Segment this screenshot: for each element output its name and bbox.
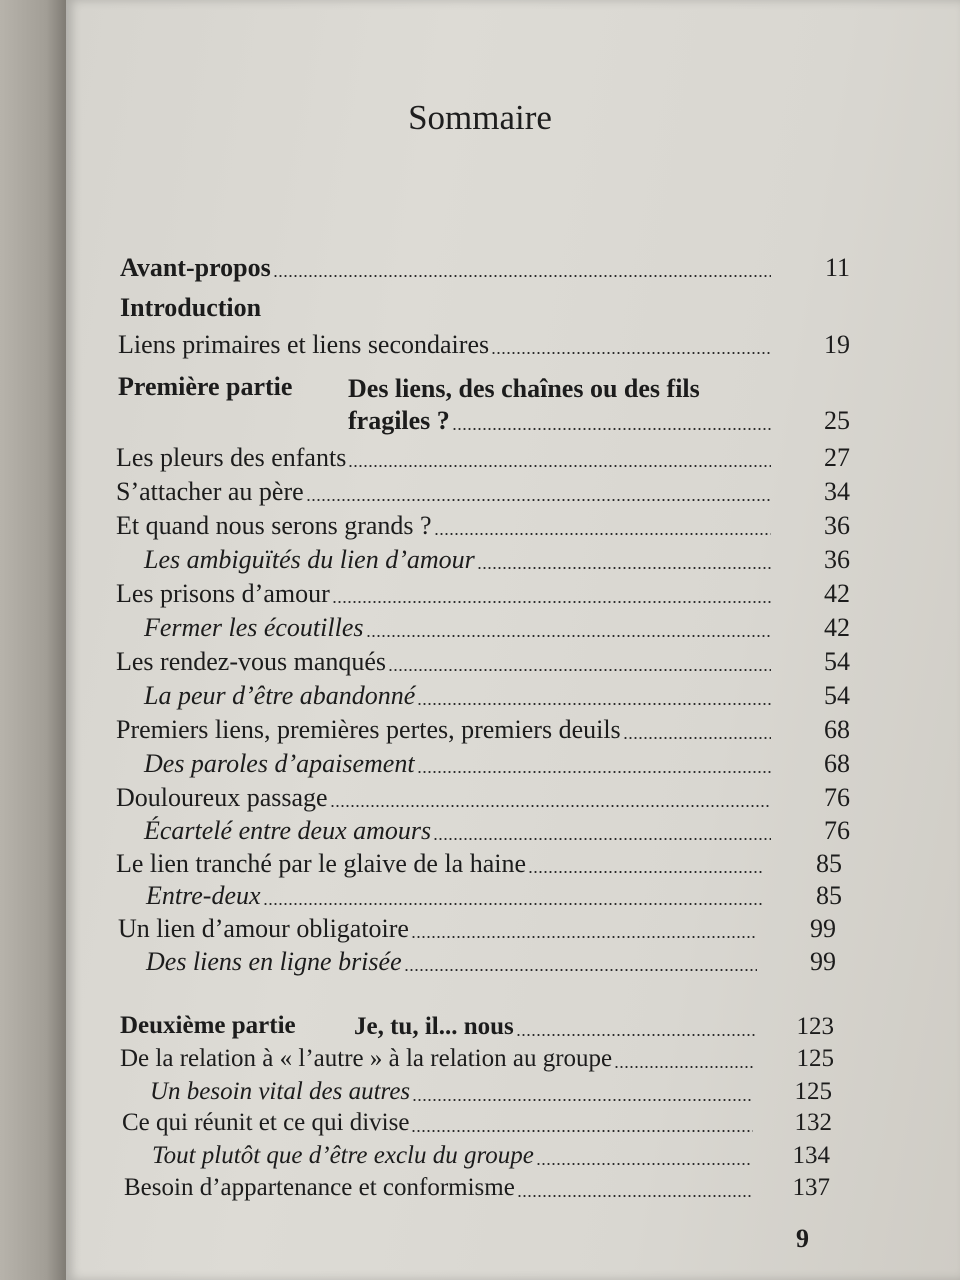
dot-leader [536, 1163, 751, 1165]
dot-leader [417, 703, 771, 705]
dot-leader [477, 567, 771, 569]
dot-leader [411, 936, 757, 938]
page-number: 9 [796, 1224, 809, 1253]
dot-leader [516, 1034, 755, 1036]
dot-leader [411, 1130, 753, 1132]
dot-leader [433, 838, 771, 840]
dot-leader [273, 275, 771, 277]
dot-leader [412, 1099, 753, 1101]
toc-entry-page: 54 [824, 647, 850, 676]
toc-entry [118, 914, 836, 944]
toc-entry-introduction [118, 330, 850, 360]
toc-entry [116, 849, 842, 879]
toc-entry-label: fragiles ? [348, 406, 450, 435]
toc-entry-label: S’attacher au père [116, 477, 304, 506]
toc-entry [116, 443, 850, 473]
dot-leader [491, 352, 771, 354]
toc-subentry [144, 545, 850, 575]
toc-entry [122, 1108, 832, 1138]
part2-title [354, 1012, 834, 1042]
toc-entry-page: 25 [824, 406, 850, 435]
part1-title-line1: Des liens, des chaînes ou des fils [348, 374, 700, 403]
toc-entry-label: Ce qui réunit et ce qui divise [122, 1109, 410, 1136]
toc-entry-label: Les pleurs des enfants [116, 443, 347, 472]
part1-title-line2 [348, 406, 850, 436]
toc-entry-label: Liens primaires et liens secondaires [118, 330, 490, 359]
toc-entry-label: Des paroles d’apaisement [144, 749, 415, 778]
dot-leader [388, 669, 771, 671]
toc-entry [116, 511, 850, 541]
part2-label: Deuxième partie [120, 1012, 296, 1039]
toc-entry-label: La peur d’être abandonné [144, 681, 416, 710]
toc-entry [120, 1044, 834, 1074]
toc-entry [124, 1173, 830, 1203]
toc-entry [116, 579, 850, 609]
toc-entry [116, 647, 850, 677]
toc-entry-page: 36 [824, 511, 850, 540]
dot-leader [348, 465, 771, 467]
dot-leader [517, 1195, 751, 1197]
toc-entry-page: 99 [810, 914, 836, 943]
book-gutter [0, 0, 66, 1280]
toc-entry-label: Douloureux passage [116, 783, 328, 812]
dot-leader [404, 969, 757, 971]
toc-subentry [150, 1077, 832, 1107]
toc-entry-page: 76 [824, 816, 850, 845]
toc-subentry [144, 816, 850, 846]
toc-entry-page: 134 [792, 1142, 830, 1169]
toc-entry-label: Premiers liens, premières pertes, premiers deuils [116, 715, 621, 744]
dot-leader [623, 737, 771, 739]
dot-leader [452, 428, 771, 430]
toc-entry-page: 11 [824, 253, 850, 282]
toc-entry-label: Besoin d’appartenance et conformisme [124, 1174, 515, 1201]
dot-leader [306, 499, 771, 501]
toc-entry-label: De la relation à « l’autre » à la relation au groupe [120, 1045, 613, 1072]
toc-entry-page: 125 [794, 1078, 832, 1105]
toc-entry-page: 85 [816, 881, 842, 910]
toc-subentry [146, 881, 842, 911]
dot-leader [417, 771, 771, 773]
toc-entry [116, 477, 850, 507]
toc-entry-page: 137 [792, 1174, 830, 1201]
toc-entry-page: 85 [816, 849, 842, 878]
part1-label: Première partie [118, 372, 293, 401]
toc-entry-page: 68 [824, 715, 850, 744]
toc-entry-page: 76 [824, 783, 850, 812]
toc-entry-page: 36 [824, 545, 850, 574]
toc-entry-page: 42 [824, 579, 850, 608]
toc-entry-page: 99 [810, 947, 836, 976]
toc-entry-label: Les rendez-vous manqués [116, 647, 387, 676]
toc-entry-label: Le lien tranché par le glaive de la haine [116, 849, 527, 878]
toc-entry-label: Fermer les écoutilles [144, 613, 364, 642]
dot-leader [434, 533, 771, 535]
toc-entry-page: 132 [794, 1109, 832, 1136]
toc-subentry [144, 613, 850, 643]
dot-leader [366, 635, 772, 637]
dot-leader [263, 903, 763, 905]
page-title: Sommaire [408, 98, 552, 137]
introduction-heading: Introduction [120, 293, 262, 322]
dot-leader [614, 1066, 755, 1068]
toc-subentry [144, 749, 850, 779]
toc-entry-label: Avant-propos [120, 253, 271, 282]
toc-entry-label: Les prisons d’amour [116, 579, 330, 608]
toc-entry-page: 34 [824, 477, 850, 506]
toc-entry [116, 715, 850, 745]
toc-subentry [146, 947, 836, 977]
toc-entry-avant-propos [120, 253, 850, 283]
toc-entry-page: 42 [824, 613, 850, 642]
toc-entry-label: Écartelé entre deux amours [144, 816, 432, 845]
toc-entry-label: Tout plutôt que d’être exclu du groupe [152, 1142, 534, 1169]
toc-entry-label: Des liens en ligne brisée [146, 947, 402, 976]
dot-leader [330, 805, 771, 807]
toc-entry-label: Les ambiguïtés du lien d’amour [144, 545, 475, 574]
toc-entry-label: Entre-deux [146, 881, 261, 910]
toc-entry-page: 27 [824, 443, 850, 472]
toc-entry-page: 123 [796, 1013, 834, 1040]
toc-subentry [152, 1141, 830, 1171]
toc-entry-label: Et quand nous serons grands ? [116, 511, 432, 540]
toc-entry-page: 68 [824, 749, 850, 778]
toc-subentry [144, 681, 850, 711]
dot-leader [332, 601, 771, 603]
toc-entry [116, 783, 850, 813]
toc-entry-page: 54 [824, 681, 850, 710]
dot-leader [528, 871, 763, 873]
toc-entry-label: Je, tu, il... nous [354, 1013, 514, 1040]
toc-entry-label: Un lien d’amour obligatoire [118, 914, 409, 943]
toc-entry-page: 19 [824, 330, 850, 359]
toc-entry-page: 125 [796, 1045, 834, 1072]
toc-entry-label: Un besoin vital des autres [150, 1078, 411, 1105]
